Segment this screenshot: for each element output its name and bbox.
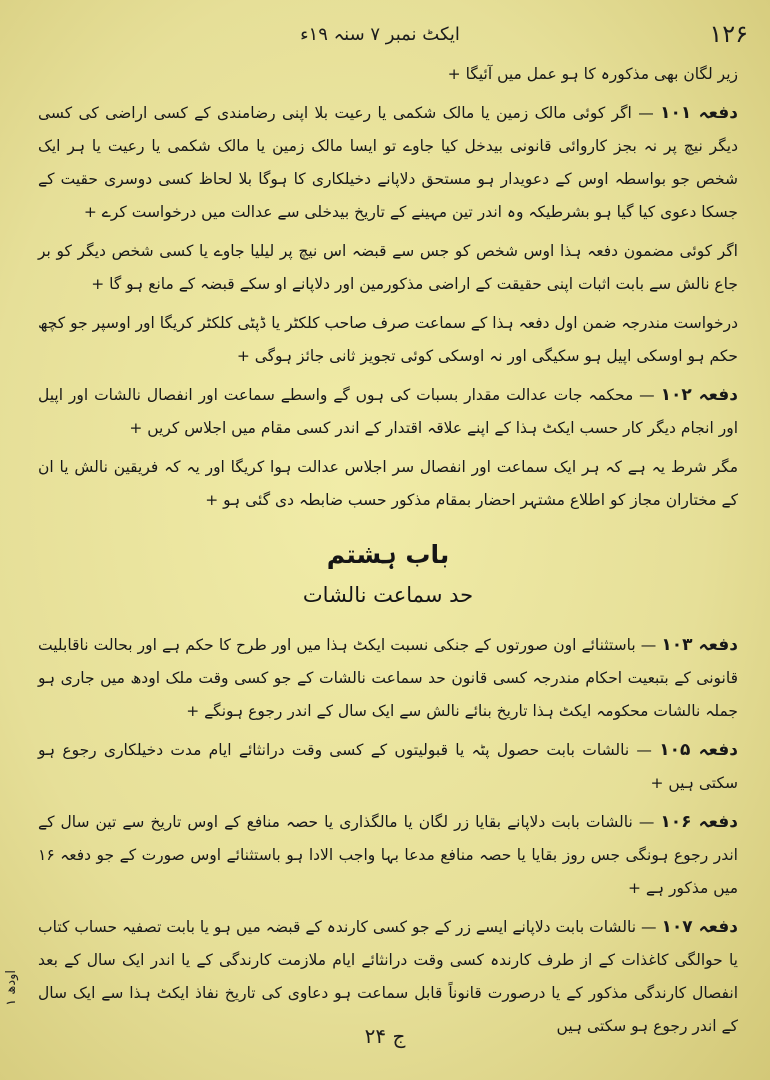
paragraph: دفعہ ۱۰۳ — باستثنائے اون صورتوں کے جنکی نسبت ایکٹ ہذا میں اور طرح کا حکم ہے اور بحالت ناقابلیت قانونی کے بتبعیت احکام مندرجہ کسی قانون حد سماعت نالشات کے جو کسی وقت ملک اودھ میں جاری ہو جملہ نالشات محکومہ ایکٹ ہذا تاریخ بنائے نالش سے ایک سال کے اندر رجوع ہونگے + bbox=[38, 635, 738, 720]
paragraph: دفعہ ۱۰۱ — اگر کوئی مالک زمین یا مالک شکمی یا رعیت بلا اپنی رضامندی کے کسی اراضی کی کسی دیگر نیچ پر نہ بجز کاروائی قانونی بیدخل کیا جاوے تو ایسا مالک زمین یا مالک شکمی یا رعیت یا ہر ایک شخص جو بواسطہ اوس کے دعویدار ہو مستحق دلاپانے دخیلکاری کا ہوگا بلا لحاظ کسی دوسری حقیت کے جسکا دعوی کیا گیا ہو بشرطیکہ وہ اندر تین مہینے کے تاریخ بیدخلی سے عدالت میں درخواست کرے + bbox=[38, 103, 738, 221]
paragraph-text: نالشات بابت دلاپانے ایسے زر کے جو کسی کارندہ کے قبضہ میں ہو یا بابت تصفیہ حساب کتاب یا حوالگی کاغذات کے از طرف کارندہ کسی وقت درانثائے ایام ملازمت کارندگی کے یا اندر ایک سال کے بعد انفصال کارندگی مذکور کے یا درصورت قانوناً قابل سماعت ہو دعاوی کی تاریخ نفاذ ایکٹ ہذا سے ایک سال کے اندر رجوع ہو سکتی ہیں bbox=[38, 918, 738, 1035]
section-label: دفعہ ۱۰۲ bbox=[660, 385, 738, 405]
running-title: ایکٹ نمبر ۷ سنہ ۱۹ء bbox=[300, 24, 460, 45]
paragraph-text: باستثنائے اون صورتوں کے جنکی نسبت ایکٹ ہذا میں اور طرح کا حکم ہے اور بحالت ناقابلیت قانونی کے بتبعیت احکام مندرجہ کسی قانون حد سماعت نالشات کے جو کسی وقت ملک اودھ میں جاری ہو جملہ نالشات محکومہ ایکٹ ہذا تاریخ بنائے نالش سے ایک سال کے اندر رجوع ہونگے + bbox=[38, 636, 738, 720]
paragraph-text: زیر لگان بھی مذکورہ کا ہو عمل میں آئیگا + bbox=[447, 65, 738, 83]
page-footer: ۲۴ ج bbox=[364, 1024, 406, 1048]
paragraph bbox=[38, 307, 738, 373]
page-number: ۱۲۶ bbox=[709, 20, 748, 48]
section-label: دفعہ ۱۰۵ bbox=[659, 740, 738, 760]
margin-note: اودھ ۱ bbox=[4, 970, 19, 1006]
page-header bbox=[0, 18, 770, 58]
paragraph bbox=[38, 58, 738, 91]
paragraph: دفعہ ۱۰۷ — نالشات بابت دلاپانے ایسے زر کے جو کسی کارندہ کے قبضہ میں ہو یا بابت تصفیہ حساب کتاب یا حوالگی کاغذات کے از طرف کارندہ کسی وقت درانثائے ایام ملازمت کارندگی کے یا اندر ایک سال کے بعد انفصال کارندگی مذکور کے یا درصورت قانوناً قابل سماعت ہو دعاوی کی تاریخ نفاذ ایکٹ ہذا سے ایک سال کے اندر رجوع ہو سکتی ہیں bbox=[38, 917, 738, 1035]
paragraph-text: مگر شرط یہ ہے کہ ہر ایک سماعت اور انفصال سر اجلاس عدالت ہوا کریگا اور یہ کہ فریقین نالش یا ان کے مختاران مجاز کو اطلاع مشتہر احضار بمقام مذکور حسب ضابطہ دی گئی ہو + bbox=[38, 458, 738, 509]
paragraph-text: محکمہ جات عدالت مقدار بسبات کی ہوں گے واسطے سماعت اور انفصال نالشات اور اپیل اور انجام دیگر کار حسب ایکٹ ہذا کے اپنے علاقہ اقتدار کے اندر کسی مقام میں اجلاس کریں + bbox=[38, 386, 738, 437]
paragraph-text: درخواست مندرجہ ضمن اول دفعہ ہذا کے سماعت صرف صاحب کلکٹر یا ڈپٹی کلکٹر کریگا اور اوسپر جو کچھ حکم ہو اوسکی اپیل ہو سکیگی اور نہ اوسکی کوئی تجویز ثانی جائز ہوگی + bbox=[38, 314, 738, 365]
paragraph-text: نالشات بابت دلاپانے بقایا زر لگان یا مالگذاری یا حصہ منافع کے اوس تاریخ سے تین سال کے اندر رجوع ہونگی جس روز بقایا یا حصہ منافع مدعا بہا واجب الادا ہو باستثنائے اوس صورت کے جو دفعہ ۱۶ میں مذکور ہے + bbox=[38, 813, 738, 897]
paragraph: دفعہ ۱۰۶ — نالشات بابت دلاپانے بقایا زر لگان یا مالگذاری یا حصہ منافع کے اوس تاریخ سے تین سال کے اندر رجوع ہونگی جس روز بقایا یا حصہ منافع مدعا بہا واجب الادا ہو باستثنائے اوس صورت کے جو دفعہ ۱۶ میں مذکور ہے + bbox=[38, 812, 738, 897]
page-body bbox=[38, 58, 738, 1035]
chapter-subtitle: حد سماعت نالشات bbox=[302, 583, 474, 607]
paragraph-text: اگر کوئی مضمون دفعہ ہذا اوس شخص کو جس سے قبضہ اس نیچ پر لیلیا جاوے یا کسی شخص دیگر کو بر جاع نالش سے بابت اثبات اپنی حقیقت کے اراضی مذکورمین اور دلاپانے او سکے قبضہ کے مانع ہو گا + bbox=[38, 242, 738, 293]
section-label: دفعہ ۱۰۱ bbox=[660, 103, 738, 123]
paragraph-text: اگر کوئی مالک زمین یا مالک شکمی یا رعیت بلا اپنی رضامندی کے کسی اراضی کی کسی دیگر نیچ پر نہ بجز کاروائی قانونی بیدخل کیا جاوے تو ایسا مالک زمین یا مالک شکمی یا رعیت یا ہر ایک شخص جو بواسطہ اوس کے دعویدار ہو مستحق دلاپانے دخیلکاری کا ہوگا بلا لحاظ کسی دوسری حقیت کے جسکا دعوی کیا گیا ہو بشرطیکہ وہ اندر تین مہینے کے تاریخ بیدخلی سے عدالت میں درخواست کرے + bbox=[38, 104, 738, 221]
paragraph: دفعہ ۱۰۵ — نالشات بابت حصول پٹہ یا قبولیتوں کے کسی وقت درانثائے ایام مدت دخیلکاری رجوع ہو سکتی ہیں + bbox=[38, 740, 738, 792]
section-label: دفعہ ۱۰۶ bbox=[660, 812, 738, 832]
chapter-title: باب ہشتم bbox=[326, 540, 450, 569]
paragraph-text: نالشات بابت حصول پٹہ یا قبولیتوں کے کسی وقت درانثائے ایام مدت دخیلکاری رجوع ہو سکتی ہیں + bbox=[38, 741, 738, 792]
paragraph bbox=[38, 235, 738, 301]
section-label: دفعہ ۱۰۳ bbox=[661, 635, 738, 655]
section-label: دفعہ ۱۰۷ bbox=[661, 917, 738, 937]
paragraph: دفعہ ۱۰۲ — محکمہ جات عدالت مقدار بسبات کی ہوں گے واسطے سماعت اور انفصال نالشات اور اپیل اور انجام دیگر کار حسب ایکٹ ہذا کے اپنے علاقہ اقتدار کے اندر کسی مقام میں اجلاس کریں + bbox=[38, 385, 738, 437]
paragraph bbox=[38, 451, 738, 517]
